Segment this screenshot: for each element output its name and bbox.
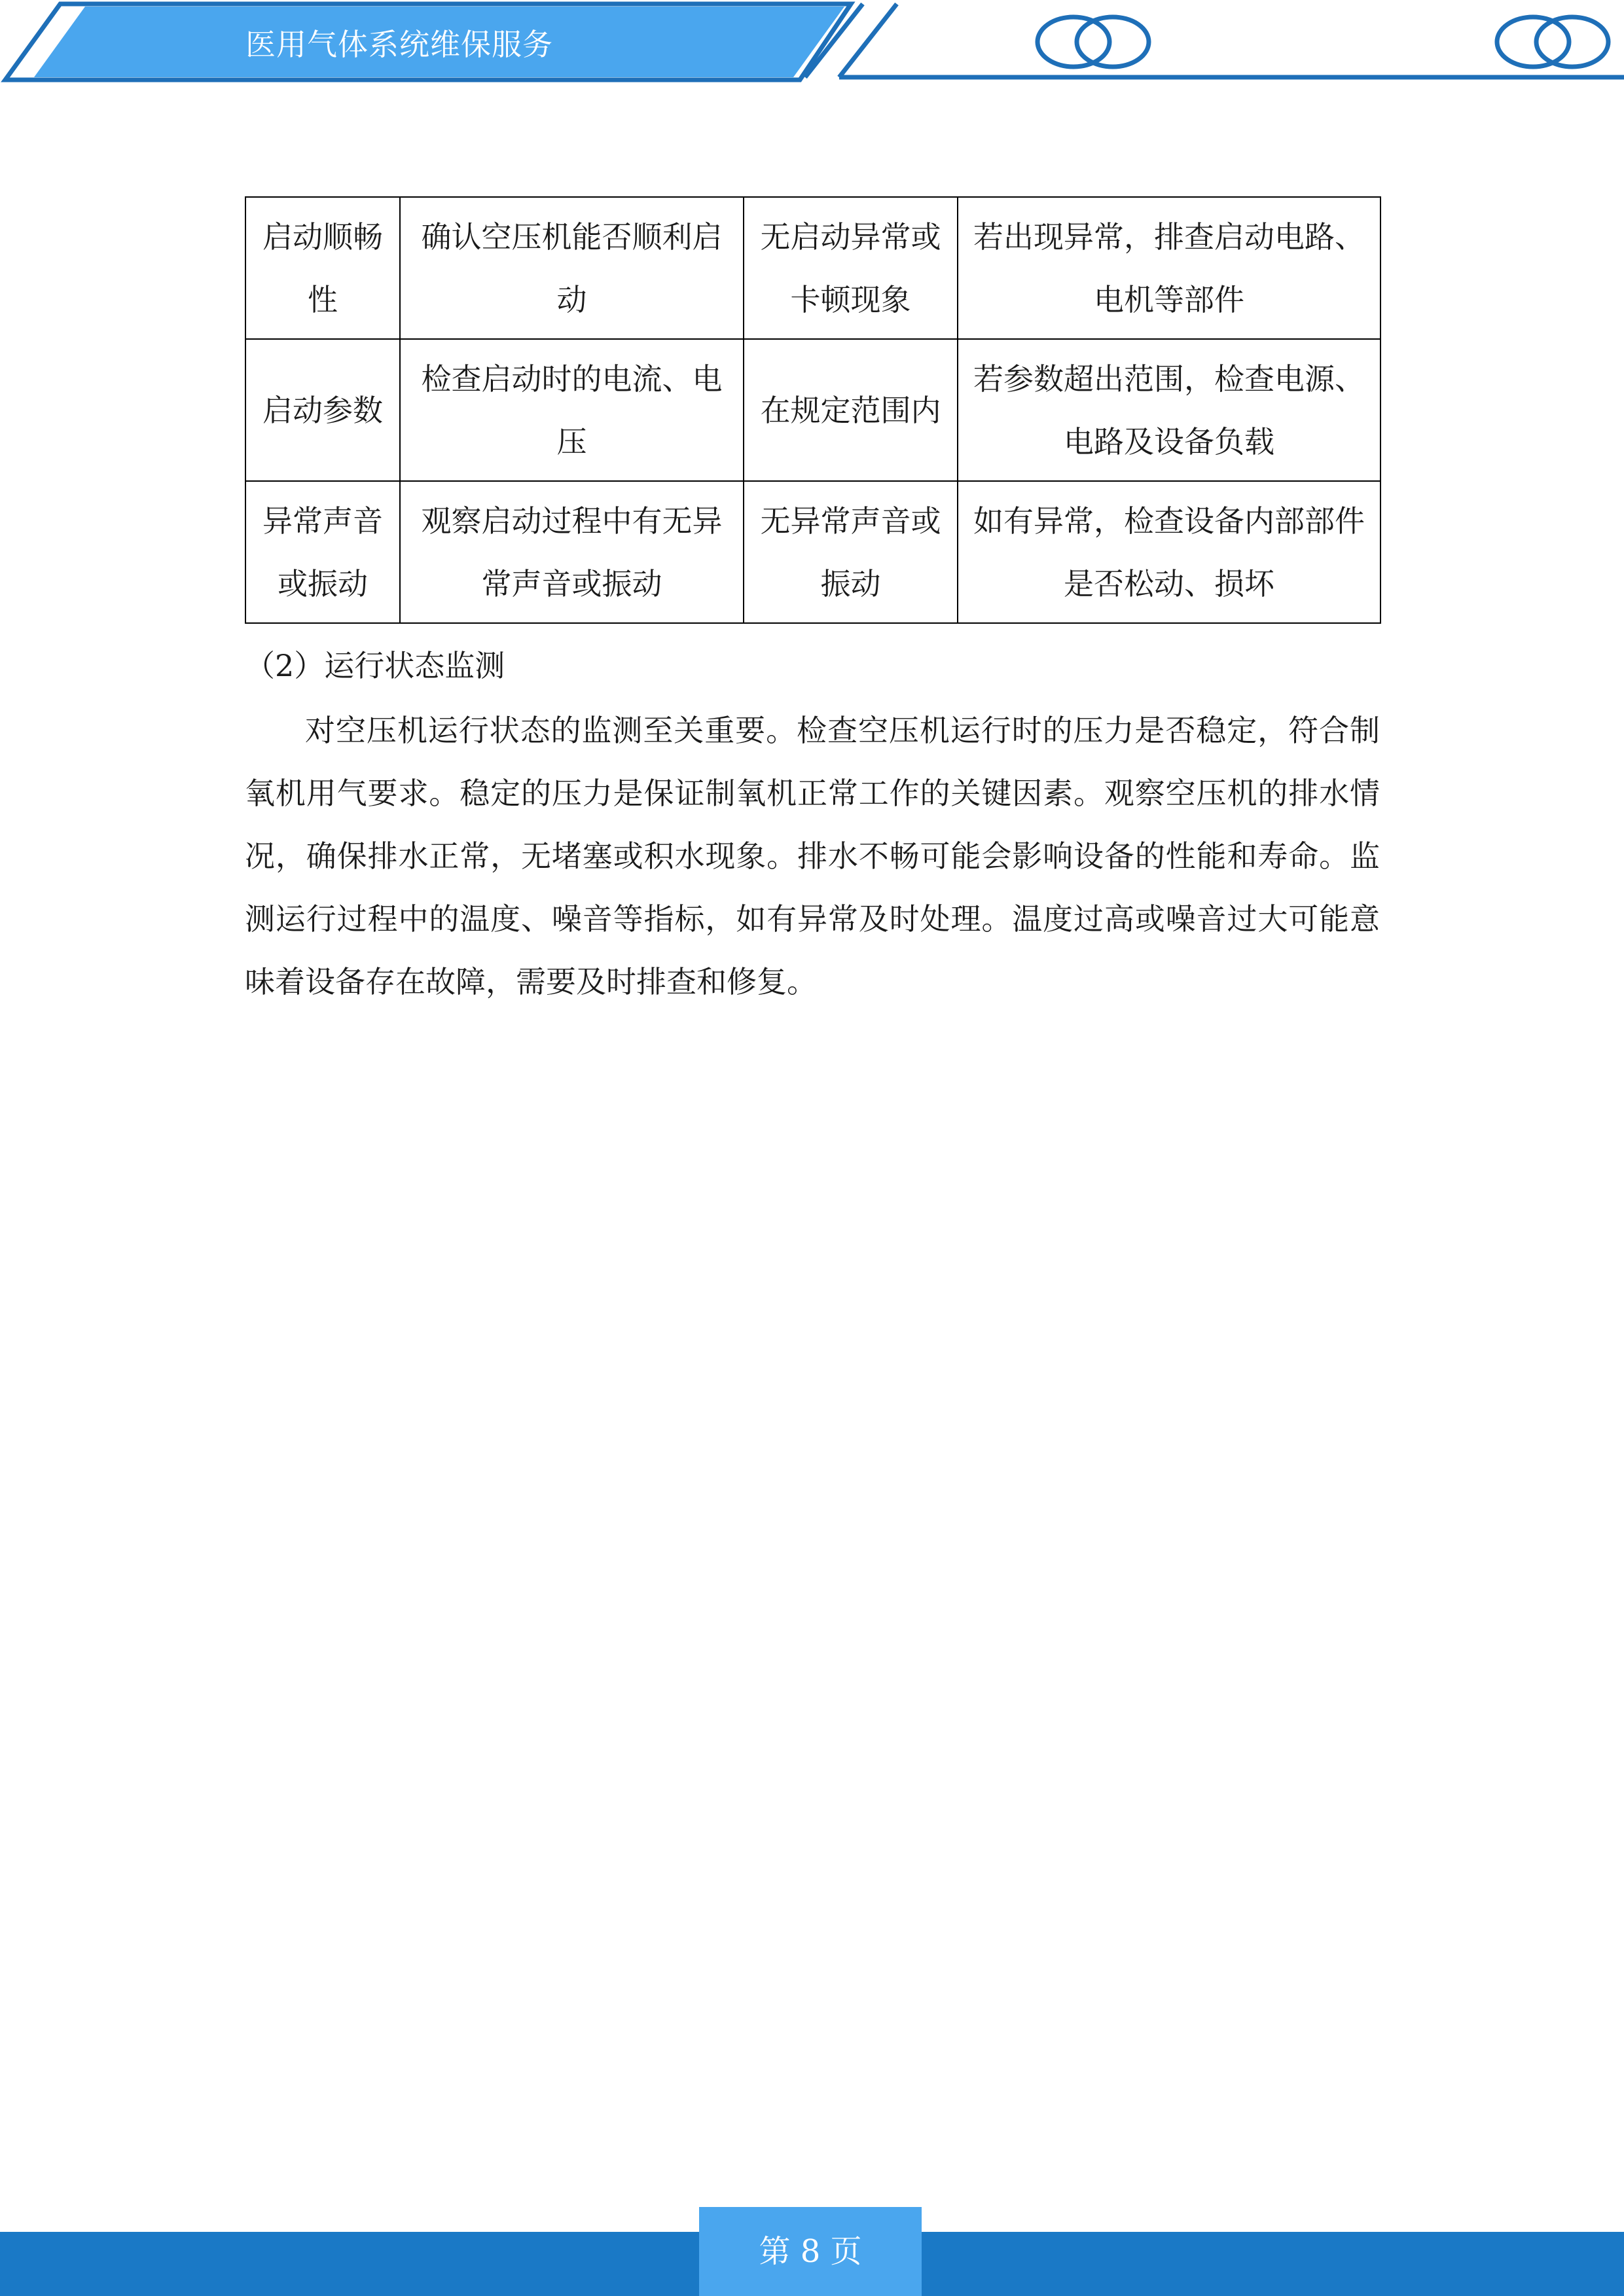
table-cell-content: 观察启动过程中有无异常声音或振动 bbox=[400, 481, 744, 623]
table-cell-item: 异常声音或振动 bbox=[245, 481, 400, 623]
page-header bbox=[0, 0, 1624, 88]
table-cell-content: 确认空压机能否顺利启动 bbox=[400, 197, 744, 339]
table-cell-standard: 在规定范围内 bbox=[744, 339, 958, 481]
header-stripe bbox=[839, 4, 897, 77]
header-title: 医用气体系统维保服务 bbox=[245, 27, 553, 62]
double-ring-icon bbox=[1497, 17, 1608, 67]
table-cell-action: 若出现异常，排查启动电路、电机等部件 bbox=[958, 197, 1380, 339]
table-row bbox=[245, 339, 1380, 481]
table-cell-item: 启动参数 bbox=[245, 339, 400, 481]
body-paragraph: 对空压机运行状态的监测至关重要。检查空压机运行时的压力是否稳定，符合制氧机用气要求。稳定的压力是保证制氧机正常工作的关键因素。观察空压机的排水情况，确保排水正常，无堵塞或积水现象。排水不畅可能会影响设备的性能和寿命。监测运行过程中的温度、噪音等指标，如有异常及时处理。温度过高或噪音过大可能意味着设备存在故障，需要及时排查和修复。 bbox=[245, 713, 1380, 999]
table-row bbox=[245, 197, 1380, 339]
header-graphic bbox=[0, 0, 1624, 88]
table-row bbox=[245, 481, 1380, 623]
double-ring-icon bbox=[1038, 17, 1149, 67]
table-cell-action: 如有异常，检查设备内部部件是否松动、损坏 bbox=[958, 481, 1380, 623]
table-cell-action: 若参数超出范围，检查电源、电路及设备负载 bbox=[958, 339, 1380, 481]
table-cell-standard: 无异常声音或振动 bbox=[744, 481, 958, 623]
page-number: 第 8 页 bbox=[759, 2233, 862, 2270]
table-cell-standard: 无启动异常或卡顿现象 bbox=[744, 197, 958, 339]
table-cell-content: 检查启动时的电流、电压 bbox=[400, 339, 744, 481]
section-heading: （2）运行状态监测 bbox=[245, 648, 505, 683]
table-cell-item: 启动顺畅性 bbox=[245, 197, 400, 339]
inspection-table bbox=[245, 196, 1381, 624]
